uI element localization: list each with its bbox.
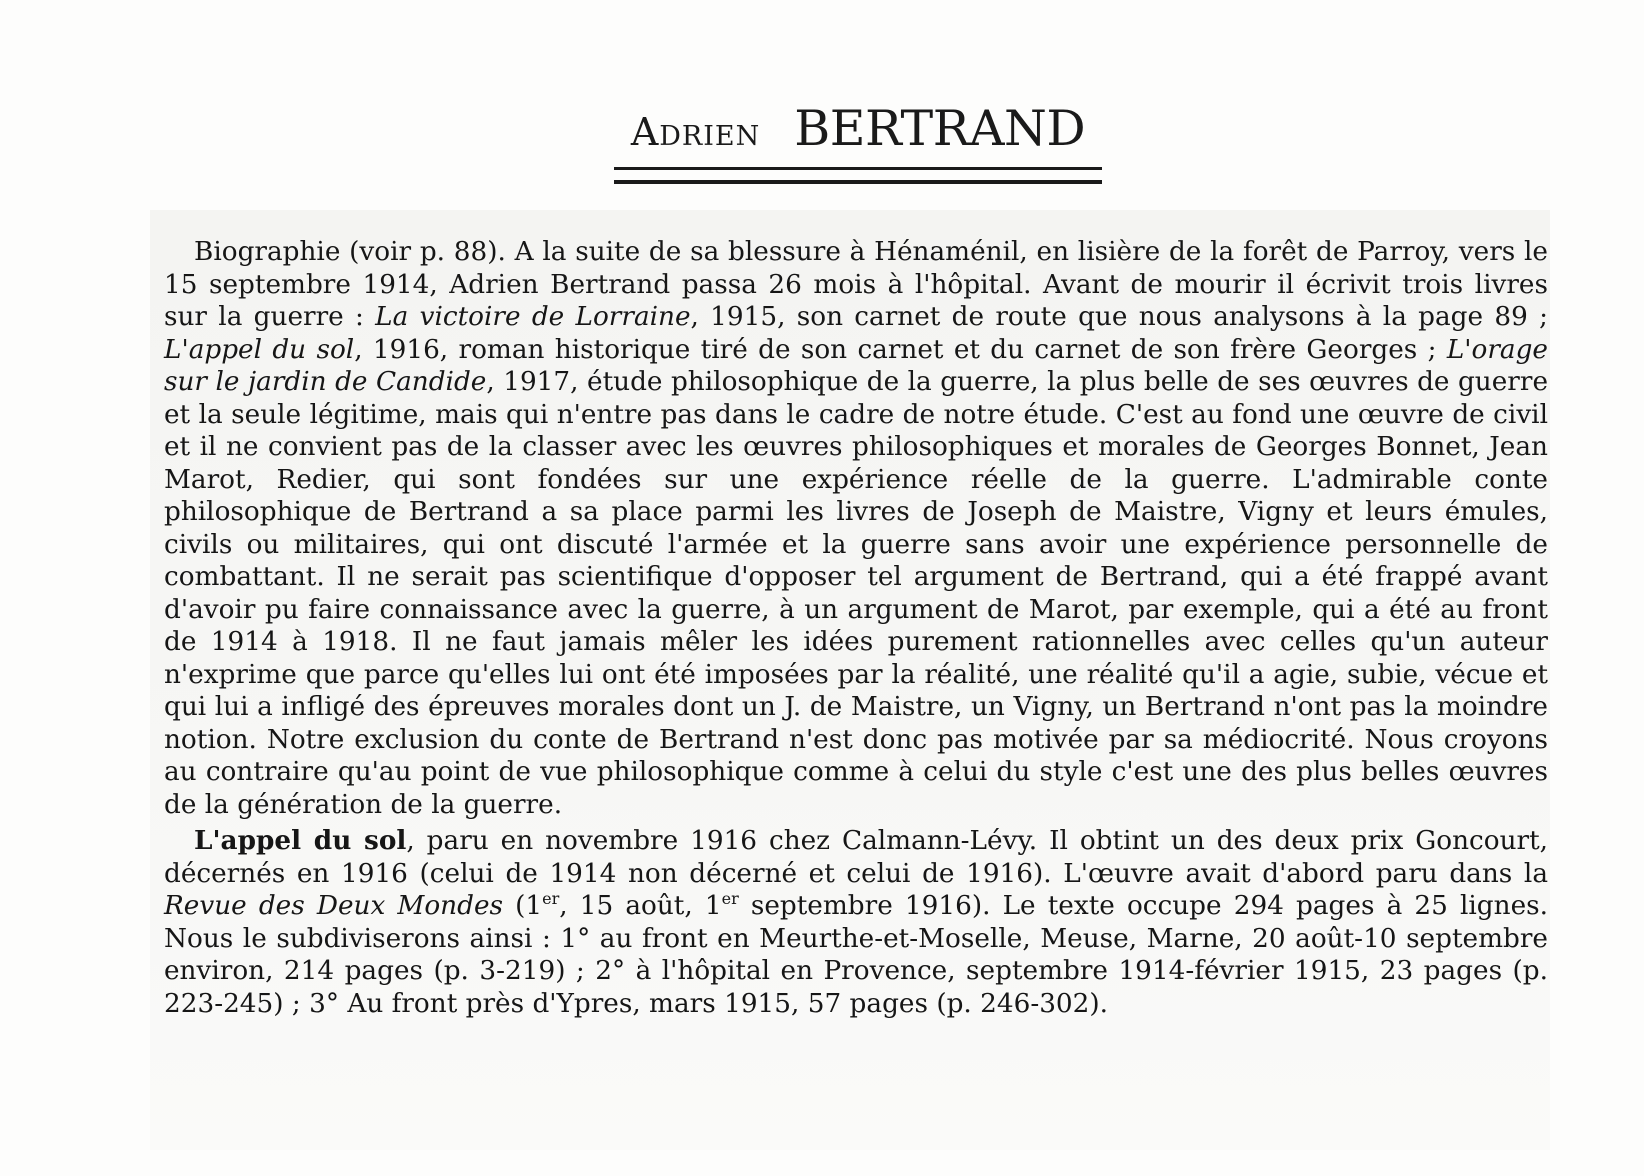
book-title-lead: L'appel du sol	[194, 825, 407, 856]
book-title: L'orage sur le jardin de Candide	[164, 334, 1548, 397]
journal-title: Revue des Deux Mondes	[164, 891, 504, 921]
title-block	[608, 100, 1108, 184]
text-run: , 15 août, 1	[559, 891, 722, 921]
page-title	[608, 100, 1108, 157]
superscript: er	[721, 889, 739, 908]
author-last-name: BERTRAND	[794, 100, 1086, 157]
text-run: septembre 1916). Le texte occupe 294 pages à 25 lignes. Nous le subdiviserons ainsi : 1° au front en Meurthe-et-Moselle, Meuse, Marne, 20 août-10 septembre environ, 214 pages (p. 3-219) ; 2° à l'hôpital en Provence, septembre 1914-février 1915, 23 pages (p. 223-245) ; 3° Au front près d'Ypres, mars 1915, 57 pages (p. 246-302).	[164, 891, 1548, 1019]
book-title: La victoire de Lorraine	[375, 302, 691, 332]
author-first-name: Adrien	[630, 110, 761, 154]
text-run: , paru en novembre 1916 chez Calmann-Lévy. Il obtint un des deux prix Goncourt, décernés en 1916 (celui de 1914 non décerné et celui de 1916). L'œuvre avait d'abord paru dans la	[164, 826, 1549, 889]
paragraph-biography	[164, 236, 1548, 821]
book-title: L'appel du sol	[164, 334, 355, 365]
text-run: , 1915, son carnet de route que nous analysons à la page 89 ;	[690, 302, 1548, 332]
title-double-rule	[614, 167, 1102, 184]
text-run: (1	[503, 891, 543, 921]
superscript: er	[542, 889, 560, 908]
paragraph-appel-du-sol	[164, 825, 1548, 1020]
text-run: Biographie (voir p. 88). A la suite de sa blessure à Hénaménil, en lisière de la forêt de Parroy, vers le 15 septembre 1914, Adrien Bertrand passa 26 mois à l'hôpital. Avant de mourir il écrivit trois livres sur la guerre :	[164, 237, 1548, 332]
body-text	[164, 236, 1548, 1020]
text-run: , 1917, étude philosophique de la guerre, la plus belle de ses œuvres de guerre et la seule légitime, mais qui n'entre pas dans le cadre de notre étude. C'est au fond une œuvre de civil et il ne convient pas de la classer avec les œuvres philosophiques et morales de Georges Bonnet, Jean Marot, Redier, qui sont fondées sur une expérience réelle de la guerre. L'admirable conte philosophique de Bertrand a sa place parmi les livres de Joseph de Maistre, Vigny et leurs émules, civils ou militaires, qui ont discuté l'armée et la guerre sans avoir une expérience personnelle de combattant. Il ne serait pas scientifique d'opposer tel argument de Bertrand, qui a été frappé avant d'avoir pu faire connaissance avec la guerre, à un argument de Marot, par exemple, qui a été au front de 1914 à 1918. Il ne faut jamais mêler les idées purement rationnelles avec celles qu'un auteur n'exprime que parce qu'elles lui ont été imposées par la réalité, une réalité qu'il a agie, subie, vécue et qui lui a infligé des épreuves morales dont un J. de Maistre, un Vigny, un Bertrand n'ont pas la moindre notion. Notre exclusion du conte de Bertrand n'est donc pas motivée par sa médiocrité. Nous croyons au contraire qu'au point de vue philosophique comme à celui du style c'est une des plus belles œuvres de la génération de la guerre.	[164, 367, 1549, 820]
text-run: , 1916, roman historique tiré de son carnet et du carnet de son frère Georges ;	[354, 334, 1447, 365]
